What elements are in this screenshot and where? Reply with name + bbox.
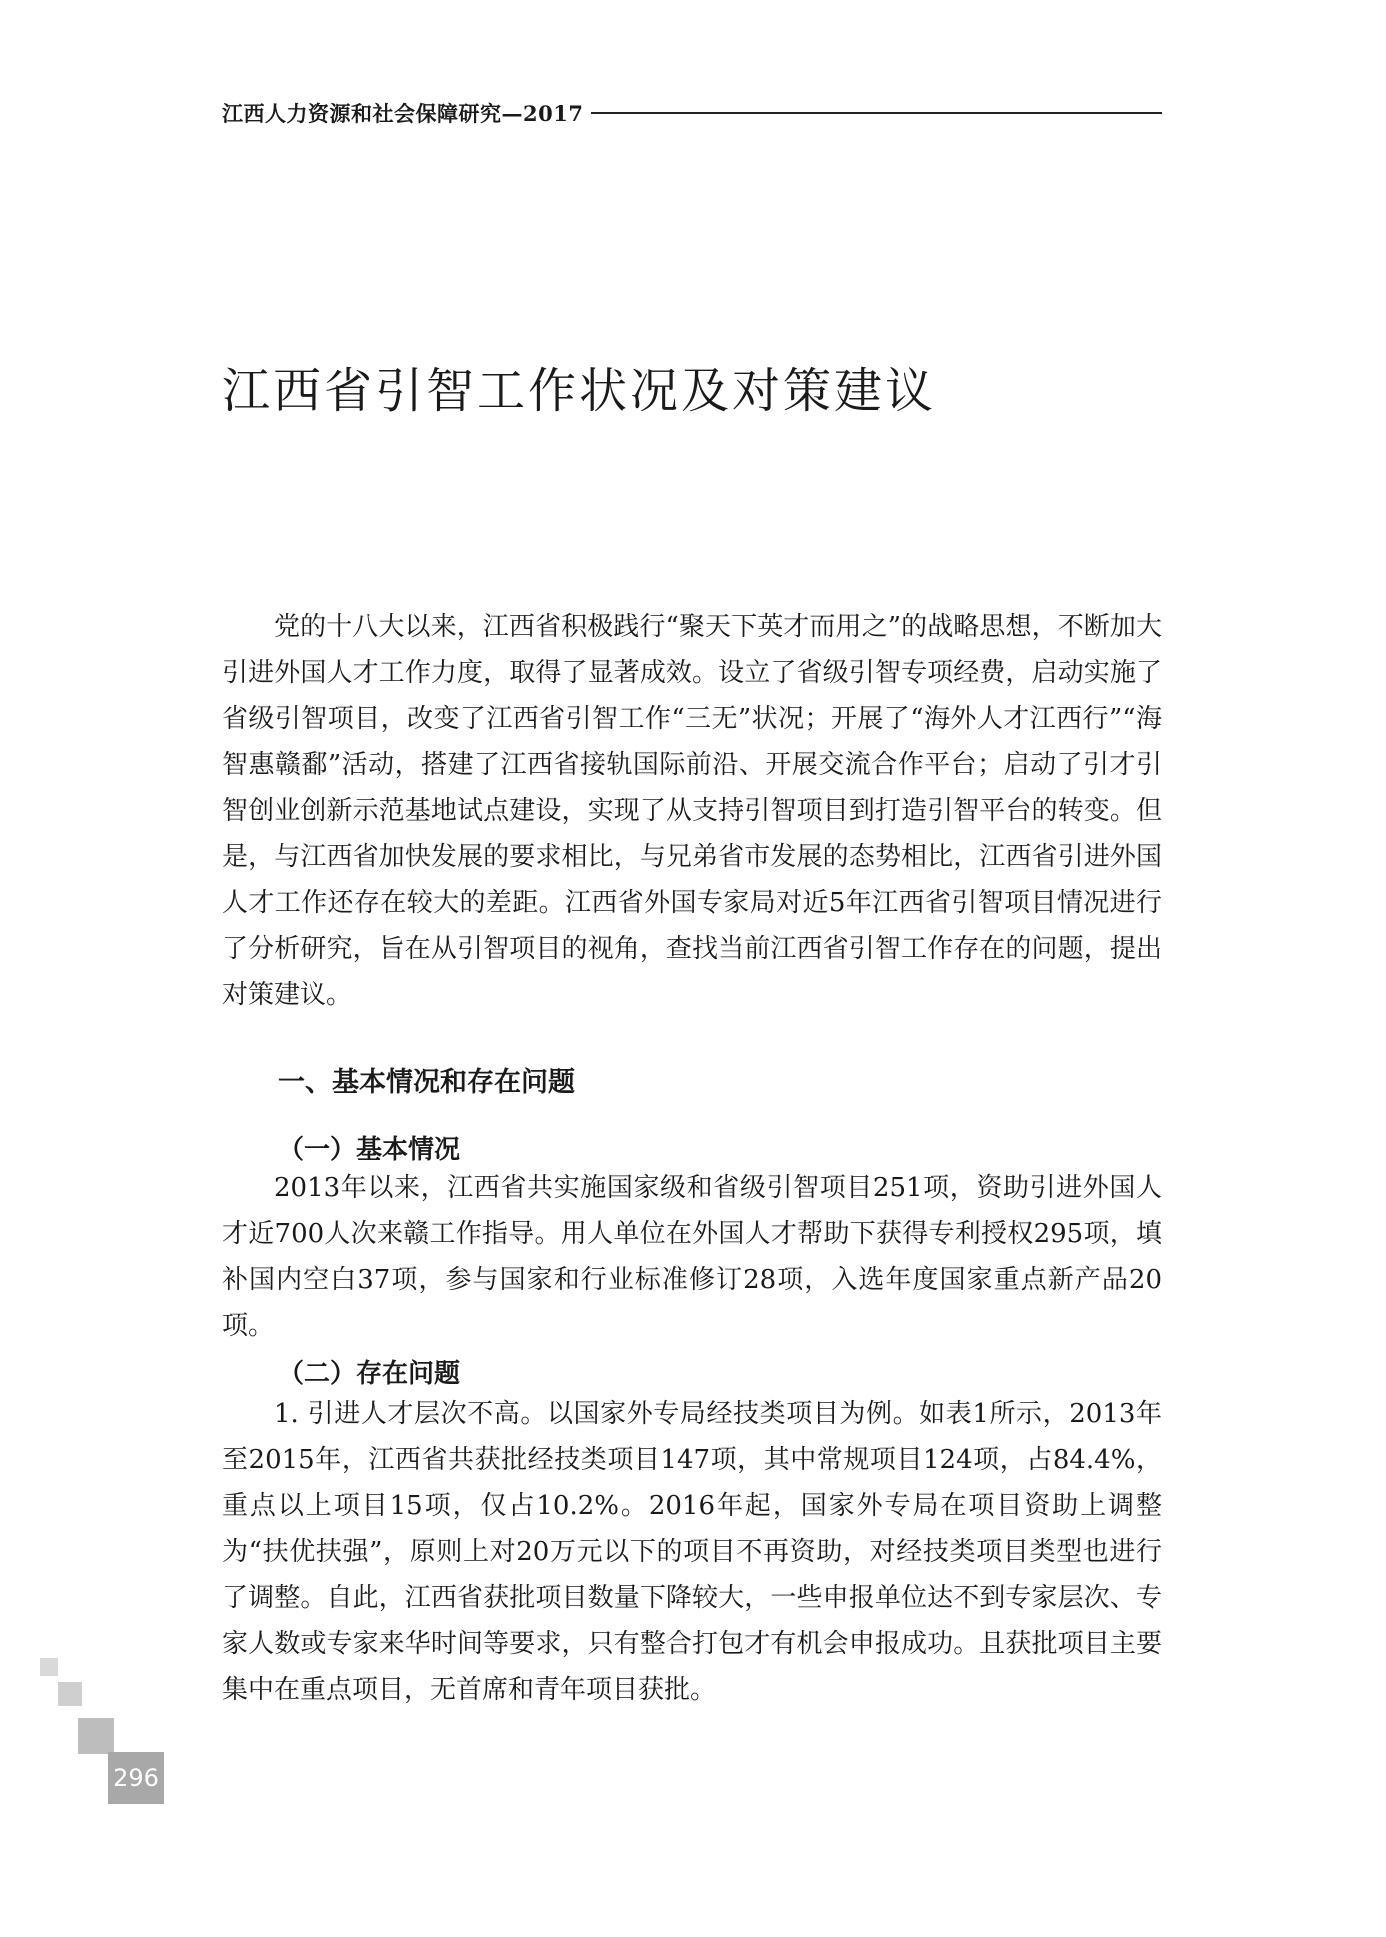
decorative-square — [78, 1718, 114, 1754]
page-number: 296 — [113, 1764, 159, 1792]
decorative-square — [40, 1658, 58, 1676]
page-number-box — [108, 1752, 164, 1804]
article-title: 江西省引智工作状况及对策建议 — [222, 363, 937, 419]
subsection-heading-problems: （二）存在问题 — [278, 1359, 461, 1389]
decorative-square — [58, 1682, 82, 1706]
problems-paragraph: 1. 引进人才层次不高。以国家外专局经技类项目为例。如表1所示，2013年至2015年，江西省共获批经技类项目147项，其中常规项目124项，占84.4%，重点以上项目15项，仅占10.2%。2016年起，国家外专局在项目资助上调整为“扶优扶强”，原则上对20万元以下的项目不再资助，对经技类项目类型也进行了调整。自此，江西省获批项目数量下降较大，一些申报单位达不到专家层次、专家人数或专家来华时间等要求，只有整合打包才有机会申报成功。且获批项目主要集中在重点项目，无首席和青年项目获批。 — [222, 1399, 1162, 1705]
intro-paragraph: 党的十八大以来，江西省积极践行“聚天下英才而用之”的战略思想，不断加大引进外国人才工作力度，取得了显著成效。设立了省级引智专项经费，启动实施了省级引智项目，改变了江西省引智工作“三无”状况；开展了“海外人才江西行”“海智惠赣鄱”活动，搭建了江西省接轨国际前沿、开展交流合作平台；启动了引才引智创业创新示范基地试点建设，实现了从支持引智项目到打造引智平台的转变。但是，与江西省加快发展的要求相比，与兄弟省市发展的态势相比，江西省引进外国人才工作还存在较大的差距。江西省外国专家局对近5年江西省引智项目情况进行了分析研究，旨在从引智项目的视角，查找当前江西省引智工作存在的问题，提出对策建议。 — [222, 612, 1162, 1010]
basic-situation-paragraph: 2013年以来，江西省共实施国家级和省级引智项目251项，资助引进外国人才近700人次来赣工作指导。用人单位在外国人才帮助下获得专利授权295项，填补国内空白37项，参与国家和行业标准修订28项，入选年度国家重点新产品20项。 — [222, 1173, 1162, 1341]
subsection-heading-basic: （一）基本情况 — [278, 1135, 461, 1165]
running-header-title: 江西人力资源和社会保障研究—2017 — [222, 101, 584, 126]
running-header — [222, 98, 1162, 128]
section-heading-1: 一、基本情况和存在问题 — [278, 1067, 575, 1098]
header-rule — [591, 112, 1162, 114]
